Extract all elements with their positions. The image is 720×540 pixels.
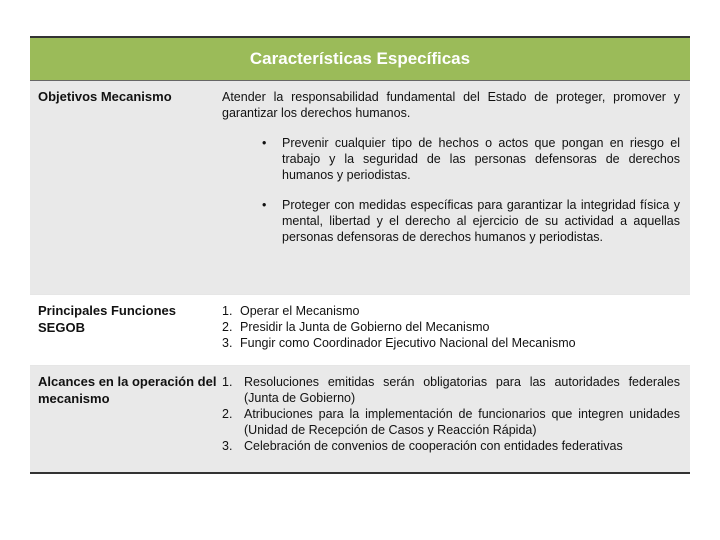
bullet-item	[222, 197, 680, 245]
bullet-item	[222, 135, 680, 183]
list-item-text: Operar el Mecanismo	[240, 304, 360, 318]
list-item	[222, 438, 680, 454]
table-title: Características Específicas	[249, 49, 471, 68]
bullet-marker: •	[262, 198, 267, 212]
row-label: Objetivos Mecanismo	[38, 89, 172, 104]
list-number: 1.	[222, 375, 233, 389]
bullet-text: Proteger con medidas específicas para garantizar la integridad física y mental, libertad y el derecho al ejercicio de su actividad a aquellas personas defensoras de derechos humanos y periodistas.	[282, 198, 680, 244]
row-label: Principales Funciones SEGOB	[38, 303, 176, 335]
list-item-text: Celebración de convenios de cooperación con entidades federativas	[244, 439, 623, 453]
bullet-marker: •	[262, 136, 267, 150]
list-item-text: Atribuciones para la implementación de funcionarios que integren unidades (Unidad de Recepción de Casos y Reacción Rápida)	[244, 407, 680, 437]
row-intro-text: Atender la responsabilidad fundamental del Estado de proteger, promover y garantizar los derechos humanos.	[222, 90, 680, 120]
table-row-alcances	[30, 366, 690, 474]
list-number: 3.	[222, 439, 233, 453]
list-item	[222, 319, 680, 335]
table-row-objetivos	[30, 81, 690, 295]
characteristics-table	[30, 36, 690, 474]
list-item	[222, 406, 680, 438]
list-number: 2.	[222, 320, 233, 334]
row-content	[218, 295, 690, 365]
numbered-list	[222, 374, 680, 454]
list-item-text: Fungir como Coordinador Ejecutivo Nacional del Mecanismo	[240, 336, 576, 350]
list-number: 3.	[222, 336, 233, 350]
list-item	[222, 335, 680, 351]
list-number: 1.	[222, 304, 233, 318]
list-item-text: Resoluciones emitidas serán obligatorias para las autoridades federales (Junta de Gobierno)	[244, 375, 680, 405]
list-number: 2.	[222, 407, 233, 421]
table-header	[30, 36, 690, 81]
bullet-text: Prevenir cualquier tipo de hechos o actos que pongan en riesgo el trabajo y la seguridad de las personas defensoras de derechos humanos y periodistas.	[282, 136, 680, 182]
row-content	[218, 366, 690, 472]
list-item	[222, 303, 680, 319]
numbered-list	[222, 303, 680, 351]
list-item-text: Presidir la Junta de Gobierno del Mecanismo	[240, 320, 490, 334]
table-row-funciones	[30, 295, 690, 366]
row-content	[218, 81, 690, 294]
row-label: Alcances en la operación del mecanismo	[38, 374, 217, 406]
list-item	[222, 374, 680, 406]
